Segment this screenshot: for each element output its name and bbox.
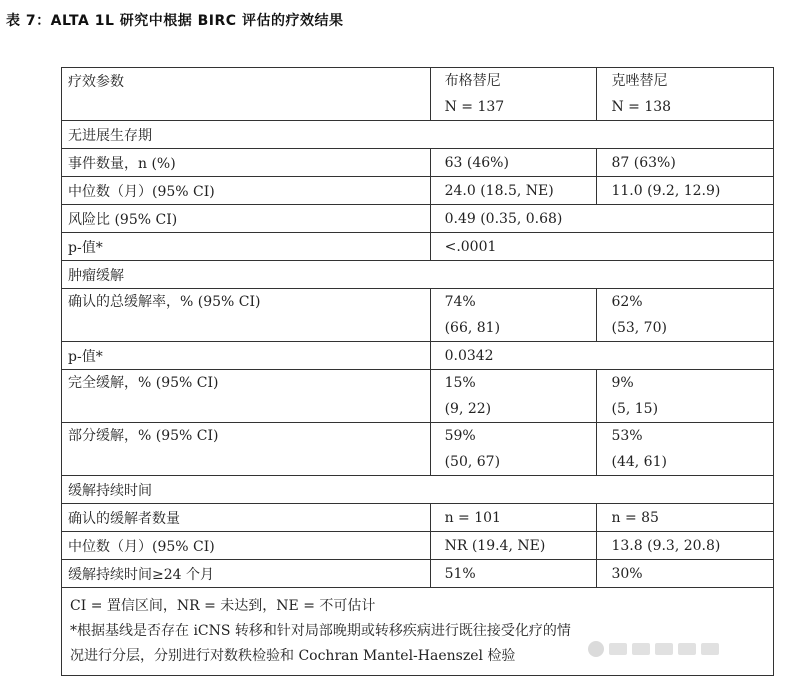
watermark-block <box>678 643 696 655</box>
cell-arm2 <box>597 289 774 342</box>
cell-combined: 0.49 (0.35, 0.68) <box>430 205 773 233</box>
row-label: 事件数量，n (%) <box>62 149 431 177</box>
cell-ci: (66, 81) <box>444 320 501 336</box>
cell-value: 9% <box>611 375 634 391</box>
table-row <box>62 532 774 560</box>
header-arm1-cell <box>430 68 597 121</box>
section-row-dor <box>62 476 774 504</box>
section-response: 肿瘤缓解 <box>62 261 774 289</box>
row-label: 风险比 (95% CI) <box>62 205 431 233</box>
row-label: 缓解持续时间≥24 个月 <box>62 560 431 588</box>
cell-ci: (53, 70) <box>611 320 667 336</box>
cell-value: 15% <box>444 375 476 391</box>
cell-arm1 <box>430 289 597 342</box>
cell-arm2: 13.8 (9.3, 20.8) <box>597 532 774 560</box>
table-row <box>62 177 774 205</box>
table-row <box>62 560 774 588</box>
section-pfs: 无进展生存期 <box>62 121 774 149</box>
watermark-block <box>609 643 627 655</box>
header-arm2-n: N = 138 <box>611 99 672 115</box>
table-header-row <box>62 68 774 121</box>
row-label-cell <box>62 289 431 342</box>
footnote-row <box>62 588 774 676</box>
header-arm1-n: N = 137 <box>444 99 505 115</box>
cell-value: 62% <box>611 294 643 310</box>
cell-arm2: 87 (63%) <box>597 149 774 177</box>
header-arm2-name: 克唑替尼 <box>611 73 668 89</box>
section-dor: 缓解持续时间 <box>62 476 774 504</box>
cell-ci: (5, 15) <box>611 401 659 417</box>
cell-arm1: NR (19.4, NE) <box>430 532 597 560</box>
row-label-cell <box>62 370 431 423</box>
cell-arm2 <box>597 423 774 476</box>
cell-arm1 <box>430 423 597 476</box>
cell-arm1: 51% <box>430 560 597 588</box>
header-arm2-cell <box>597 68 774 121</box>
cell-value: 53% <box>611 428 643 444</box>
row-label-cell <box>62 423 431 476</box>
cell-ci: (50, 67) <box>444 454 501 470</box>
footnote-line-1: CI = 置信区间，NR = 未达到，NE = 不可估计 <box>70 598 376 614</box>
watermark-block <box>655 643 673 655</box>
efficacy-results-table <box>61 67 774 676</box>
table-row <box>62 370 774 423</box>
row-label: 确认的总缓解率，% (95% CI) <box>68 294 261 310</box>
cell-arm1: 24.0 (18.5, NE) <box>430 177 597 205</box>
cell-ci: (44, 61) <box>611 454 667 470</box>
row-label: 确认的缓解者数量 <box>62 504 431 532</box>
watermark-icon <box>588 641 604 657</box>
table-caption: 表 7：ALTA 1L 研究中根据 BIRC 评估的疗效结果 <box>6 13 344 29</box>
cell-arm1: 63 (46%) <box>430 149 597 177</box>
table-row <box>62 423 774 476</box>
footnote <box>62 588 774 676</box>
cell-arm1 <box>430 370 597 423</box>
footnote-line-2: *根据基线是否存在 iCNS 转移和针对局部晚期或转移疾病进行既往接受化疗的情 <box>70 623 571 639</box>
cell-arm2: 30% <box>597 560 774 588</box>
cell-arm2: n = 85 <box>597 504 774 532</box>
section-row-pfs <box>62 121 774 149</box>
row-label: 中位数（月）(95% CI) <box>62 532 431 560</box>
header-arm1-name: 布格替尼 <box>444 73 501 89</box>
watermark-logo <box>588 638 756 660</box>
watermark-block <box>701 643 719 655</box>
cell-ci: (9, 22) <box>444 401 492 417</box>
header-param: 疗效参数 <box>68 74 124 90</box>
section-row-response <box>62 261 774 289</box>
table-row <box>62 342 774 370</box>
table-row <box>62 205 774 233</box>
row-label: 部分缓解，% (95% CI) <box>68 428 219 444</box>
table-row <box>62 233 774 261</box>
row-label: 完全缓解，% (95% CI) <box>68 375 219 391</box>
cell-combined: 0.0342 <box>430 342 773 370</box>
row-label: p-值* <box>62 233 431 261</box>
cell-combined: <.0001 <box>430 233 773 261</box>
cell-arm1: n = 101 <box>430 504 597 532</box>
header-param-cell <box>62 68 431 121</box>
row-label: p-值* <box>62 342 431 370</box>
footnote-line-3: 况进行分层，分别进行对数秩检验和 Cochran Mantel-Haenszel 检验 <box>70 648 516 664</box>
cell-arm2: 11.0 (9.2, 12.9) <box>597 177 774 205</box>
cell-arm2 <box>597 370 774 423</box>
table-row <box>62 504 774 532</box>
row-label: 中位数（月）(95% CI) <box>62 177 431 205</box>
table-row <box>62 149 774 177</box>
watermark-block <box>632 643 650 655</box>
cell-value: 59% <box>444 428 476 444</box>
cell-value: 74% <box>444 294 476 310</box>
table-row <box>62 289 774 342</box>
